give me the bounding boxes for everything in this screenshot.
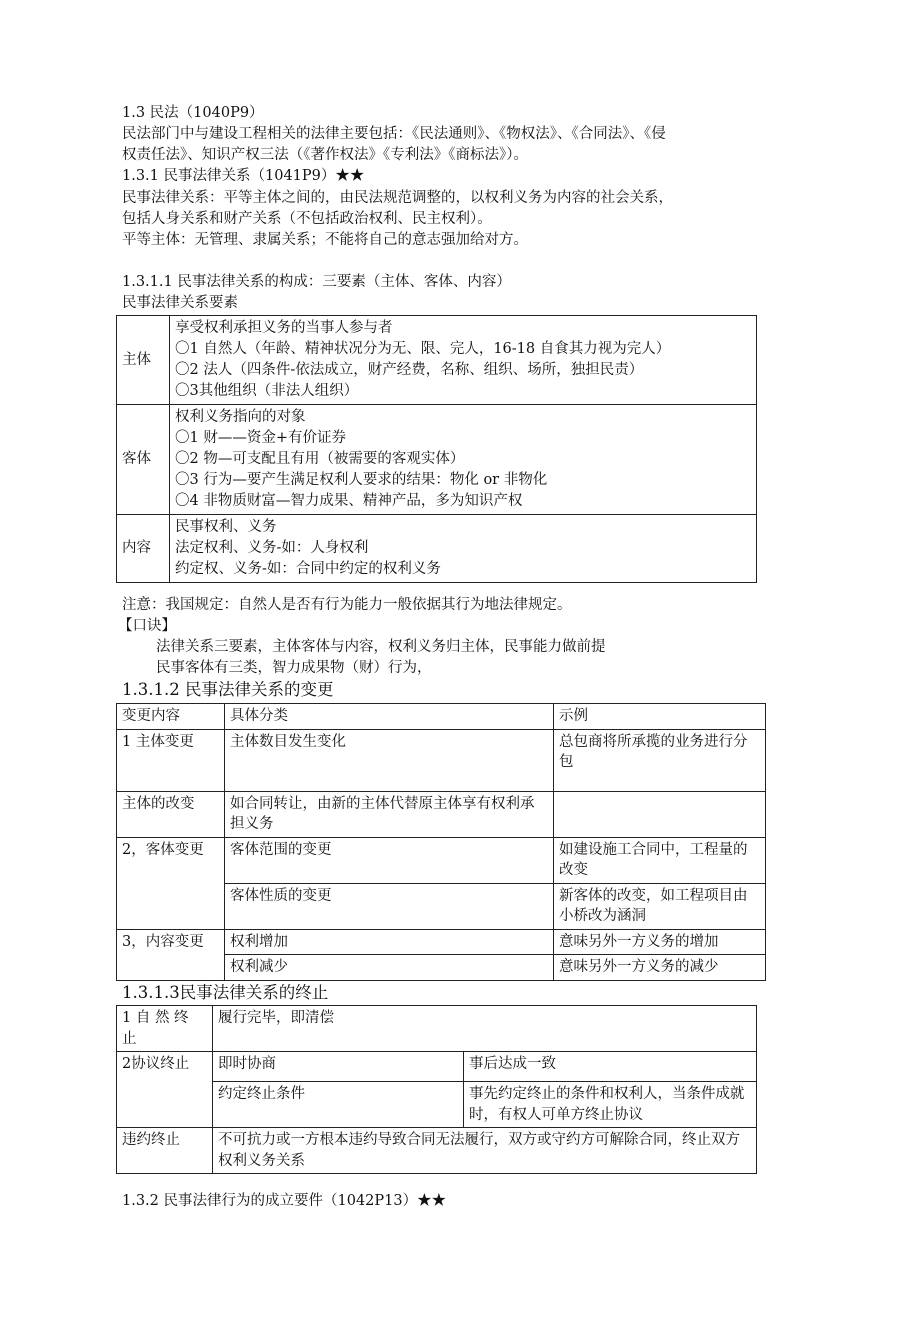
table-cell: 主体的改变: [117, 791, 225, 837]
mnemonic-line: 法律关系三要素，主体客体与内容，权利义务归主体，民事能力做前提: [156, 639, 606, 655]
table-cell: 1 自 然 终 止: [117, 1006, 213, 1052]
table-cell: 如合同转让，由新的主体代替原主体享有权利承担义务: [225, 791, 554, 837]
table-cell: 1 主体变更: [117, 729, 225, 791]
table-row: [117, 1052, 757, 1082]
content-line: 权利义务指向的对象: [175, 409, 306, 425]
content-line: 享受权利承担义务的当事人参与者: [175, 320, 393, 336]
table-cell: 客体性质的变更: [225, 883, 554, 929]
column-header: 具体分类: [225, 704, 554, 730]
table-cell: 主体数目发生变化: [225, 729, 554, 791]
row-content: [170, 316, 757, 405]
table-row: [117, 729, 766, 791]
table-row: [117, 1006, 757, 1052]
elements-table: [116, 315, 757, 583]
table-cell: 2协议终止: [117, 1052, 213, 1128]
table-row: [117, 405, 757, 515]
section-heading-1-3-1: 1.3.1 民事法律关系（1041P9）★★: [122, 168, 365, 184]
row-label: 主体: [117, 316, 170, 405]
mnemonic-line: 民事客体有三类，智力成果物（财）行为，: [156, 660, 432, 676]
equal-subject-text: 平等主体：无管理、隶属关系；不能将自己的意志强加给对方。: [122, 232, 528, 248]
table-cell: 权利减少: [225, 955, 554, 981]
table-cell: 不可抗力或一方根本违约导致合同无法履行，双方或守约方可解除合同，终止双方权利义务关系: [213, 1128, 757, 1174]
section-heading-1-3-1-3: 1.3.1.3民事法律关系的终止: [122, 983, 329, 1002]
content-line: 民事权利、义务: [175, 519, 277, 535]
intro-text: 民法部门中与建设工程相关的法律主要包括：《民法通则》、《物权法》、《合同法》、《侵: [122, 126, 666, 142]
table-cell: 事后达成一致: [464, 1052, 757, 1082]
table-cell: 意味另外一方义务的增加: [554, 929, 766, 955]
change-table: [116, 703, 766, 981]
table-row: [117, 1128, 757, 1174]
table-cell: 意味另外一方义务的减少: [554, 955, 766, 981]
table-cell: 总包商将所承揽的业务进行分包: [554, 729, 766, 791]
table-cell: 违约终止: [117, 1128, 213, 1174]
content-line: 〇2 物—可支配且有用（被需要的客观实体）: [175, 451, 465, 467]
table-caption: 民事法律关系要素: [122, 295, 238, 311]
table-row: [117, 791, 766, 837]
content-line: 〇2 法人（四条件-依法成立，财产经费，名称、组织、场所，独担民责）: [175, 362, 644, 378]
content-line: 〇3其他组织（非法人组织）: [175, 383, 359, 399]
table-row: [117, 929, 766, 955]
table-row: [117, 316, 757, 405]
table-cell: 即时协商: [213, 1052, 464, 1082]
table-cell: 权利增加: [225, 929, 554, 955]
table-cell: 新客体的改变，如工程项目由小桥改为涵洞: [554, 883, 766, 929]
section-heading-1-3: 1.3 民法（1040P9）: [122, 105, 264, 121]
section-heading-1-3-1-2: 1.3.1.2 民事法律关系的变更: [122, 680, 334, 699]
section-heading-1-3-1-1: 1.3.1.1 民事法律关系的构成：三要素（主体、客体、内容）: [122, 274, 511, 290]
content-line: 〇3 行为—要产生满足权利人要求的结果：物化 or 非物化: [175, 472, 548, 488]
content-line: 〇4 非物质财富—智力成果、精神产品，多为知识产权: [175, 493, 523, 509]
table-row: [117, 837, 766, 883]
table-cell: 3，内容变更: [117, 929, 225, 980]
mnemonic-label: 【口诀】: [118, 618, 176, 634]
termination-table: [116, 1005, 757, 1174]
row-label: 内容: [117, 515, 170, 583]
content-line: 法定权利、义务-如：人身权利: [175, 540, 369, 556]
table-cell: 约定终止条件: [213, 1082, 464, 1128]
intro-text: 权责任法》、知识产权三法（《著作权法》《专利法》《商标法》）。: [122, 147, 528, 163]
content-line: 约定权、义务-如：合同中约定的权利义务: [175, 561, 441, 577]
column-header: 变更内容: [117, 704, 225, 730]
row-label: 客体: [117, 405, 170, 515]
definition-text: 民事法律关系：平等主体之间的，由民法规范调整的，以权利义务为内容的社会关系，: [122, 190, 673, 206]
row-content: [170, 515, 757, 583]
row-content: [170, 405, 757, 515]
section-heading-1-3-2: 1.3.2 民事法律行为的成立要件（1042P13）★★: [122, 1193, 447, 1209]
table-cell: 履行完毕，即清偿: [213, 1006, 757, 1052]
definition-text: 包括人身关系和财产关系（不包括政治权利、民主权利）。: [122, 211, 492, 227]
content-line: 〇1 财——资金+有价证券: [175, 430, 346, 446]
table-cell: 事先约定终止的条件和权利人，当条件成就时，有权人可单方终止协议: [464, 1082, 757, 1128]
content-line: 〇1 自然人（年龄、精神状况分为无、限、完人，16-18 自食其力视为完人）: [175, 341, 671, 357]
note-text: 注意：我国规定：自然人是否有行为能力一般依据其行为地法律规定。: [122, 597, 572, 613]
table-cell: [554, 791, 766, 837]
table-cell: 如建设施工合同中，工程量的改变: [554, 837, 766, 883]
table-header-row: [117, 704, 766, 730]
table-row: [117, 1082, 757, 1128]
table-cell: 2，客体变更: [117, 837, 225, 929]
table-row: [117, 515, 757, 583]
table-cell: 客体范围的变更: [225, 837, 554, 883]
column-header: 示例: [554, 704, 766, 730]
